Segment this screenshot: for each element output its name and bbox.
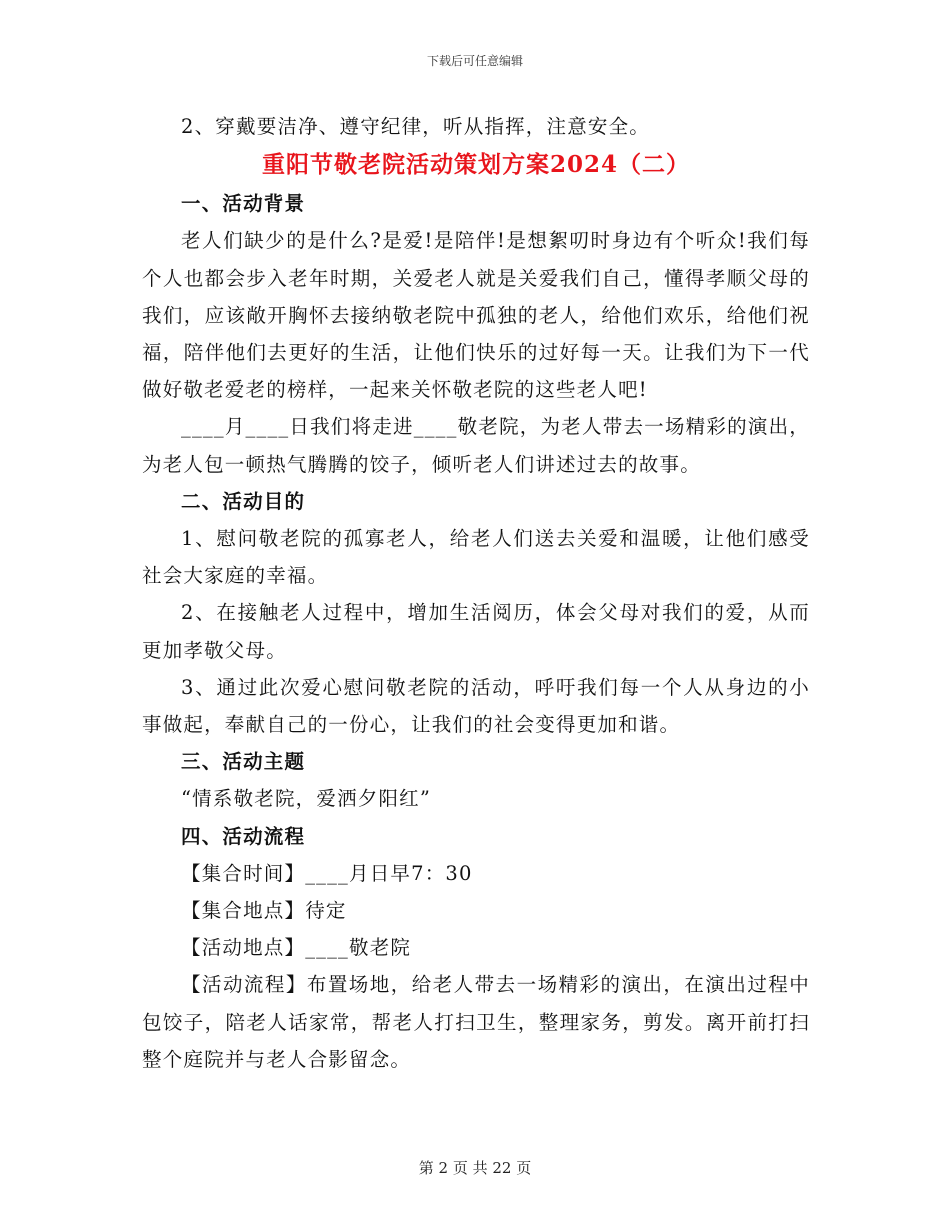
document-body (142, 108, 810, 1078)
activity-venue: 【活动地点】____敬老院 (181, 936, 412, 960)
paragraph: ____月____日我们将走进____敬老院，为老人带去一场精彩的演出，为老人包一顿热气腾腾的饺子，倾听老人们讲述过去的故事。 (142, 415, 810, 476)
section-heading-purpose: 二、活动目的 (181, 489, 306, 513)
meeting-time: 【集合时间】____月日早7：30 (181, 861, 473, 885)
meeting-place: 【集合地点】待定 (181, 899, 347, 923)
list-item: 2、穿戴要洁净、遵守纪律，听从指挥，注意安全。 (181, 115, 651, 138)
paragraph: 老人们缺少的是什么?是爱!是陪伴!是想絮叨时身边有个听众!我们每个人也都会步入老年时期，关爱老人就是关爱我们自己，懂得孝顺父母的我们，应该敞开胸怀去接纳敬老院中孤独的老人，给他们欢乐，给他们祝福，陪伴他们去更好的生活，让他们快乐的过好每一天。让我们为下一代做好敬老爱老的榜样，一起来关怀敬老院的这些老人吧! (142, 229, 810, 402)
list-item: 3、通过此次爱心慰问敬老院的活动，呼吁我们每一个人从身边的小事做起，奉献自己的一份心，让我们的社会变得更加和谐。 (142, 675, 810, 737)
document-title: 重阳节敬老院活动策划方案2024（二） (261, 151, 690, 179)
list-item: 1、慰问敬老院的孤寡老人，给老人们送去关爱和温暖，让他们感受社会大家庭的幸福。 (142, 527, 810, 588)
theme-text: “情系敬老院，爱洒夕阳红” (181, 787, 432, 811)
section-heading-process: 四、活动流程 (181, 824, 306, 848)
activity-flow: 【活动流程】布置场地，给老人带去一场精彩的演出，在演出过程中包饺子，陪老人话家常，帮老人打扫卫生，整理家务，剪发。离开前打扫整个庭院并与老人合影留念。 (142, 973, 810, 1071)
page-header: 下载后可任意编辑 (426, 54, 523, 68)
section-heading-background: 一、活动背景 (181, 192, 306, 216)
list-item: 2、在接触老人过程中，增加生活阅历，体会父母对我们的爱，从而更加孝敬父母。 (142, 601, 810, 662)
page-footer: 第 2 页 共 22 页 (418, 1159, 532, 1177)
section-heading-theme: 三、活动主题 (181, 750, 306, 774)
